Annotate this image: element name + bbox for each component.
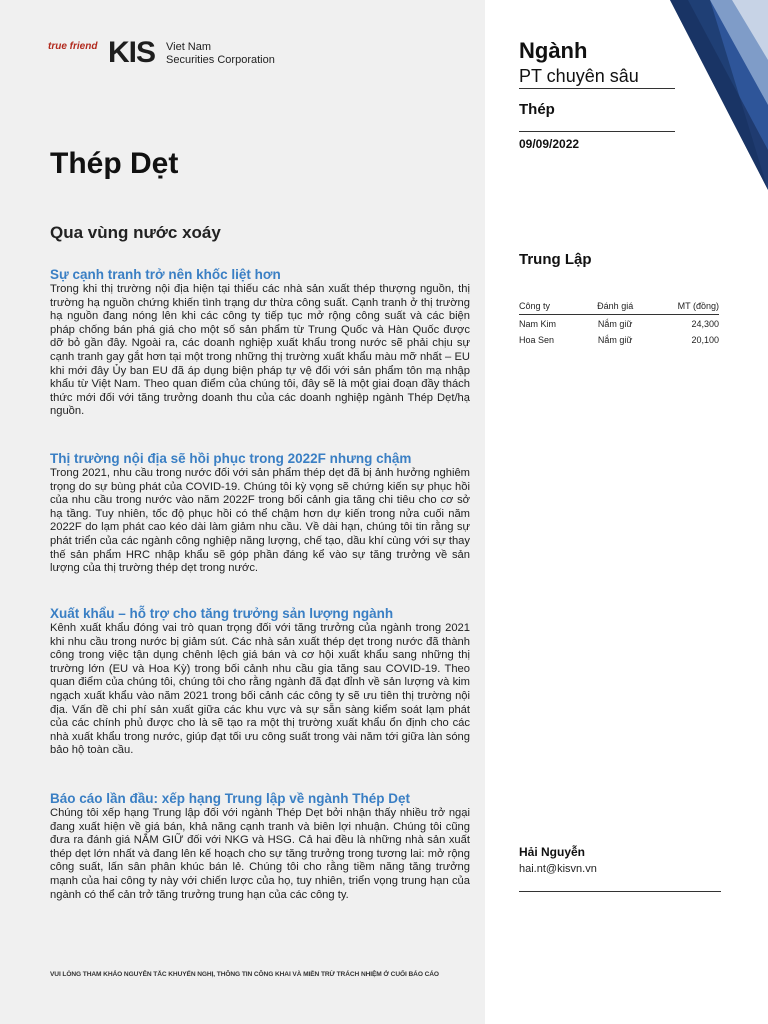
section-body: Trong khi thị trường nội địa hiện tại thiếu các nhà sản xuất thép thượng nguồn, thị trường hạ nguồn chứng khiến tình trạng dư thừa công suất. Cạnh tranh ở thị trường hạ nguồn đang nóng lên khi các công ty tiếp tục mở rộng công suất và các biện pháp chống bán phá giá cho một số sản phẩm từ Trung Quốc và Hàn Quốc được dỡ bỏ gần đây. Ngoài ra, các doanh nghiệp xuất khẩu trong nước sẽ phải chịu sự cạnh tranh gay gắt hơn tại một trong những thị trường xuất khẩu màu mỡ nhất – EU khi mới đây Ủy ban EU đã áp dụng biện pháp tự vệ đối với sản phẩm tôn mạ nhập khẩu từ Việt Nam. Theo quan điểm của chúng tôi, đây sẽ là một giai đoạn đầy thách thức mới đối với tăng trưởng doanh thu của các doanh nghiệp ngành Thép Dẹt/hạ nguồn.	[50, 283, 470, 418]
company-name: Viet Nam Securities Corporation	[166, 41, 275, 66]
analyst-email[interactable]: hai.nt@kisvn.vn	[519, 863, 597, 875]
column-header: Đánh giá	[584, 300, 647, 315]
section-initiation	[50, 791, 470, 902]
table-cell: Nam Kim	[519, 319, 557, 329]
column-header: Công ty	[519, 300, 584, 315]
table-cell: 20,100	[691, 335, 719, 345]
section-heading: Thị trường nội địa sẽ hồi phục trong 2022F nhưng chậm	[50, 451, 412, 466]
table-cell: Hoa Sen	[519, 335, 555, 345]
truefriend-logo-text: true friend	[48, 41, 98, 52]
section-body: Chúng tôi xếp hạng Trung lập đối với ngành Thép Dẹt bởi nhận thấy nhiều trở ngại đang xuất hiện về giá bán, khả năng cạnh tranh và biên lợi nhuận. Chúng tôi cũng đưa ra đánh giá NẮM GIỮ đối với NKG và HSG. Cả hai đều là những nhà sản xuất thép dẹt lớn nhất và đang lên kế hoạch cho sự tăng trưởng trong tương lai: mở rộng công suất, lấn sân phân khúc bán lẻ. Chúng tôi cho rằng tiềm năng tăng trưởng mạnh của hai công ty này với chiến lược của họ, tuy nhiên, triển vọng trung hạn của ngành có thể cản trở tăng trưởng trung hạn của các công ty.	[50, 807, 470, 901]
section-body: Kênh xuất khẩu đóng vai trò quan trọng đối với tăng trưởng của ngành trong 2021 khi nhu cầu trong nước bị giảm sút. Các nhà sản xuất thép dẹt trong nước đã thành công trong việc tận dụng chênh lệch giá bán và cơ hội xuất khẩu sang những thị trường lớn (EU và Hoa Kỳ) trong bối cảnh nhu cầu gia tăng sau COVID-19. Theo quan điểm của chúng tôi, chúng tôi cho rằng ngành đã đạt đỉnh về sản lượng và kim ngạch xuất khẩu vào năm 2021 trong bối cảnh các công ty sẽ ưu tiên thị trường nội địa. Vấn đề chi phí sản xuất giữa các khu vực và sự sẵn sàng kiểm soát lạm phát của các chính phủ được cho là sẽ tạo ra một thị trường xuất khẩu ổn định cho các nhà xuất khẩu trong nước, giúp đạt tối ưu công suất trong vài năm tới giữa làn sóng bảo hộ toàn cầu.	[50, 622, 470, 757]
table-cell: Nắm giữ	[597, 335, 633, 345]
report-subtitle: Qua vùng nước xoáy	[50, 223, 221, 242]
recommendation-table	[519, 300, 719, 347]
kis-logo-text: KIS	[108, 36, 156, 69]
section-competition	[50, 267, 470, 419]
divider	[519, 131, 675, 132]
sector-label: Thép	[519, 101, 555, 118]
section-domestic-market	[50, 451, 470, 576]
table-row	[519, 331, 719, 347]
section-heading: Xuất khẩu – hỗ trợ cho tăng trưởng sản lượng ngành	[50, 606, 394, 621]
section-heading: Báo cáo lần đầu: xếp hạng Trung lập về ngành Thép Dẹt	[50, 791, 411, 806]
category-label: Ngành	[519, 38, 588, 63]
report-title: Thép Dẹt	[50, 147, 179, 180]
section-heading: Sự cạnh tranh trở nên khốc liệt hơn	[50, 267, 281, 282]
divider	[519, 88, 675, 89]
table-cell: Nắm giữ	[597, 319, 633, 329]
column-header: MT (đồng)	[647, 300, 719, 315]
disclaimer-note: VUI LÒNG THAM KHẢO NGUYÊN TẮC KHUYẾN NGHỊ, THÔNG TIN CÔNG KHAI VÀ MIỄN TRỪ TRÁCH NHIỆM Ở CUỐI BÁO CÁO	[50, 971, 439, 978]
analyst-name: Hải Nguyễn	[519, 845, 586, 859]
table-cell: 24,300	[691, 319, 719, 329]
section-export	[50, 606, 470, 758]
table-row	[519, 315, 719, 332]
sector-rating: Trung Lập	[519, 251, 592, 268]
report-type-label: PT chuyên sâu	[519, 66, 639, 86]
report-date: 09/09/2022	[519, 137, 580, 151]
divider	[519, 891, 721, 892]
section-body: Trong 2021, nhu cầu trong nước đối với sản phẩm thép dẹt đã bị ảnh hưởng nghiêm trọng do sự bùng phát của COVID-19. Chúng tôi kỳ vọng sẽ chứng kiến sự phục hồi của nhu cầu trong nước vào năm 2022F trong bối cảnh gia tăng chi tiêu cho cơ sở hạ tầng. Tuy nhiên, tốc độ phục hồi có thể chậm hơn dự kiến trong nửa cuối năm 2022F do lạm phát cao kéo dài làm giảm nhu cầu. Về dài hạn, chúng tôi tin rằng sự phát triển của các ngành công nghiệp năng lượng, chế tạo, dầu khí cùng với sự thay thế sản phẩm HRC nhập khẩu sẽ góp phần đáng kể vào sự tăng trưởng về sản lượng của thị trường thép dẹt trong nước.	[50, 467, 470, 575]
corner-decoration	[670, 0, 768, 190]
table-header-row	[519, 300, 719, 315]
